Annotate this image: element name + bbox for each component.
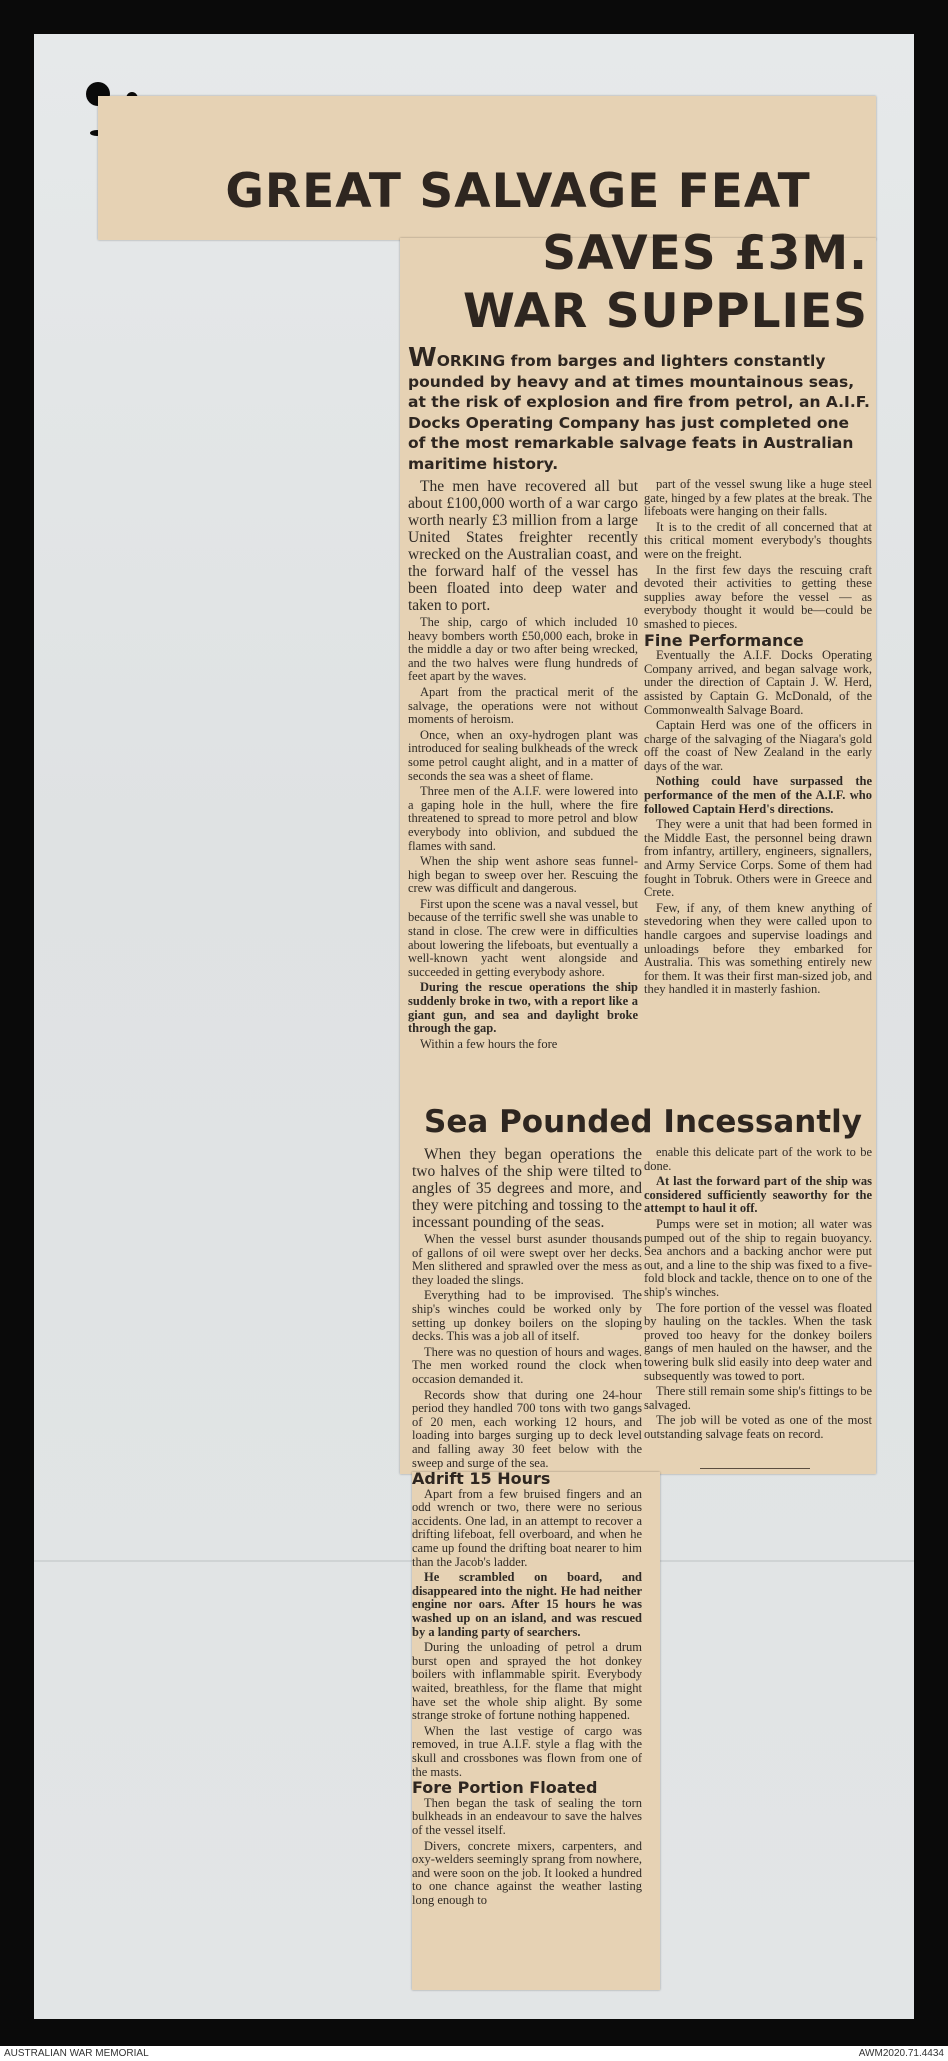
section-heading: Sea Pounded Incessantly (424, 1104, 862, 1140)
paragraph: When the ship went ashore seas funnel-high began to sweep over her. Rescuing the crew was difficult and dangerous. (408, 854, 638, 896)
subheading-fore-portion: Fore Portion Floated (412, 1778, 598, 1798)
paragraph: part of the vessel swung like a huge steel gate, hinged by a few plates at the break. The lifeboats were hanging on their falls. (644, 478, 872, 519)
headline-line3: WAR SUPPLIES (463, 284, 868, 339)
paragraph: Once, when an oxy-hydrogen plant was introduced for sealing bulkheads of the wreck some petrol caught alight, and in a matter of seconds the sea was a sheet of flame. (408, 727, 638, 783)
article-column-4 (644, 1146, 872, 1462)
paragraph: When they began operations the two halves of the ship were tilted to angles of 35 degrees and more, and they were pitching and tossing to the incessant pounding of the seas. (412, 1146, 642, 1231)
paragraph: enable this delicate part of the work to be done. (644, 1146, 872, 1173)
headline-line1: GREAT SALVAGE FEAT (225, 164, 811, 219)
paragraph: It is to the credit of all concerned that at this critical moment everybody's thoughts were on the freight. (644, 519, 872, 561)
paragraph: During the unloading of petrol a drum burst open and sprayed the hot donkey boilers with inflammable spirit. Everybody waited, breathless, for the flame that might have set the whole ship alight. By some strange stroke of fortune nothing happened. (412, 1640, 642, 1723)
paragraph: The job will be voted as one of the most outstanding salvage feats on record. (644, 1413, 872, 1441)
subheading-adrift: Adrift 15 Hours (412, 1469, 551, 1489)
paragraph: Apart from a few bruised fingers and an odd wrench or two, there were no serious accidents. One lad, in an attempt to recover a drifting lifeboat, fell overboard, and when he came up found the drifting boat nearer to him than the Jacob's ladder. (412, 1486, 642, 1569)
paragraph: First upon the scene was a naval vessel, but because of the terrific swell she was unable to stand in close. The crew were in difficulties about lowering the lifeboats, but eventually a well-known yacht went alongside and succeeded in getting everybody ashore. (408, 896, 638, 979)
paragraph: There still remain some ship's fittings to be salvaged. (644, 1384, 872, 1412)
paragraph: The fore portion of the vessel was floated by hauling on the tackles. When the task proved too heavy for the donkey boilers gangs of men hauled on the hawser, and the towering bulk slid easily into deep water and subsequently was towed to port. (644, 1300, 872, 1383)
paragraph: The ship, cargo of which included 10 heavy bombers worth £50,000 each, broke in the middle a day or two after being wrecked, and the two halves were flung hundreds of feet apart by the waves. (408, 615, 638, 684)
headline-line2: SAVES £3M. (542, 226, 868, 281)
article-column-2 (644, 478, 872, 1100)
article-column-1 (408, 478, 638, 1100)
paragraph-bold: At last the forward part of the ship was considered sufficiently seaworthy for the attempt to haul it off. (644, 1174, 872, 1216)
subheading-fine-performance: Fine Performance (644, 630, 804, 650)
footer-credit: AUSTRALIAN WAR MEMORIAL (4, 2048, 149, 2059)
paragraph: Captain Herd was one of the officers in charge of the salvaging of the Niagara's gold off the coast of New Zealand in the early days of the war. (644, 718, 872, 773)
paragraph-bold: Nothing could have surpassed the performance of the men of the A.I.F. who followed Captain Herd's directions. (644, 774, 872, 816)
paragraph: When the vessel burst asunder thousands of gallons of oil were swept over her decks. Men slithered and sprawled over the mess as they loaded the slings. (412, 1232, 642, 1287)
paragraph: Records show that during one 24-hour period they handled 700 tons with two gangs of 20 men, each working 12 hours, and loading into barges surging up to deck level and falling away 30 feet below with the sweep and surge of the sea. (412, 1387, 642, 1470)
paragraph: Then began the task of sealing the torn bulkheads in an endeavour to save the halves of the vessel itself. (412, 1795, 642, 1837)
paragraph: In the first few days the rescuing craft devoted their activities to getting these supplies away before the vessel — as everybody thought it would be—could be smashed to pieces. (644, 562, 872, 631)
paragraph: The men have recovered all but about £100,000 worth of a war cargo worth nearly £3 million from a large United States freighter recently wrecked on the Australian coast, and the forward half of the vessel has been floated into deep water and taken to port. (408, 478, 638, 614)
intro-paragraph (408, 343, 870, 474)
paragraph: Apart from the practical merit of the salvage, the operations were not without moments of heroism. (408, 684, 638, 727)
paragraph-bold: During the rescue operations the ship suddenly broke in two, with a report like a giant gun, and sea and daylight broke through the gap. (408, 980, 638, 1036)
paragraph: When the last vestige of cargo was removed, in true A.I.F. style a flag with the skull and crossbones was flown from one of the masts. (412, 1723, 642, 1779)
footer-accession-number: AWM2020.71.4434 (858, 2048, 944, 2059)
drop-cap: W (408, 343, 437, 373)
paragraph: They were a unit that had been formed in the Middle East, the personnel being drawn from infantry, artillery, engineers, signallers, and Army Service Corps. Some of them had fought in Tobruk. Others were in Greece and Crete. (644, 817, 872, 900)
paragraph: Few, if any, of them knew anything of stevedoring when they were called upon to handle cargoes and supervise loadings and unloadings before they embarked for Australia. This was something entirely new for them. It was their first man-sized job, and they handled it in masterly fashion. (644, 900, 872, 997)
paragraph: There was no question of hours and wages. The men worked round the clock when occasion demanded it. (412, 1344, 642, 1386)
paragraph-bold: He scrambled on board, and disappeared into the night. He had neither engine nor oars. After 15 hours he was washed up on an island, and was rescued by a landing party of searchers. (412, 1570, 642, 1639)
paragraph: Three men of the A.I.F. were lowered into a gaping hole in the hull, where the fire threatened to spread to more petrol and blow everybody into oblivion, and subdued the flames with sand. (408, 784, 638, 853)
intro-text: ORKING from barges and lighters constantly pounded by heavy and at times mountainous seas, at the risk of explosion and fire from petrol, an A.I.F. Docks Operating Company has just completed one of the most remarkable salvage feats in Australian maritime history. (408, 352, 870, 473)
paragraph: Eventually the A.I.F. Docks Operating Company arrived, and began salvage work, under the direction of Captain J. W. Herd, assisted by Captain G. McDonald, of the Commonwealth Salvage Board. (644, 648, 872, 717)
paragraph: Everything had to be improvised. The ship's winches could be worked only by setting up donkey boilers on the sloping decks. This was a job all of itself. (412, 1288, 642, 1344)
paragraph: Divers, concrete mixers, carpenters, and oxy-welders seemingly sprang from nowhere, and were soon on the job. It looked a hundred to one chance against the weather lasting long enough to (412, 1838, 642, 1907)
paragraph: Pumps were set in motion; all water was pumped out of the ship to regain buoyancy. Sea anchors and a backing anchor were put out, and a line to the ship was fixed to a five-fold block and tackle, thence on to one of the ship's winches. (644, 1216, 872, 1299)
end-rule (700, 1468, 810, 1469)
paragraph: Within a few hours the fore (420, 1036, 558, 1051)
article-column-3 (412, 1146, 642, 1984)
footer-bar (0, 2046, 948, 2061)
